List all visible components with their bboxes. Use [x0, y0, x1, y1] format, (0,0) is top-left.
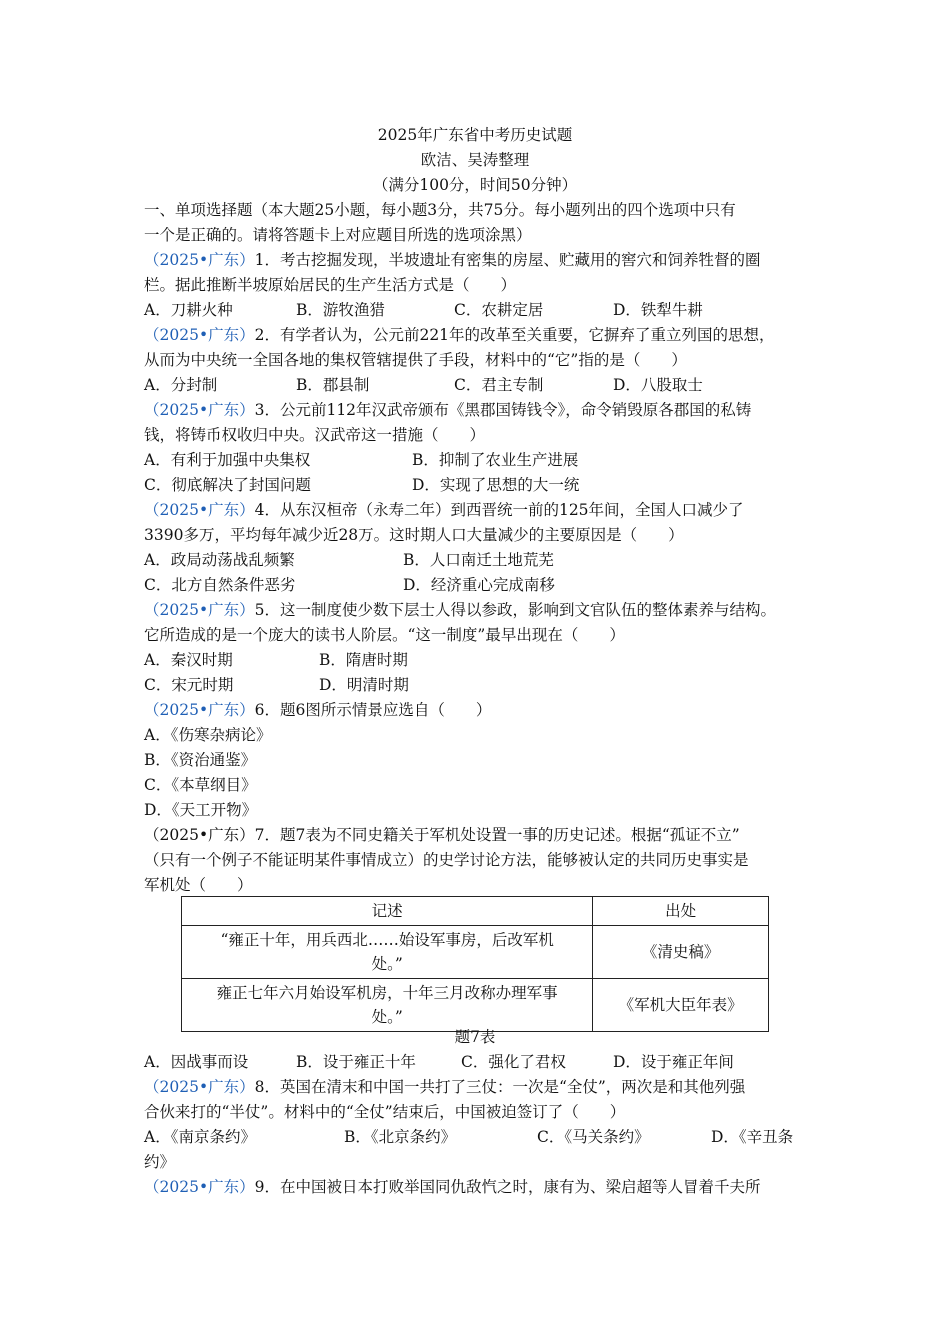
- question-3-option-a: A．有利于加强中央集权: [144, 451, 311, 469]
- question-3-tag: （2025•广东）: [144, 401, 255, 419]
- question-6-option-b: B．《资治通鉴》: [144, 751, 257, 769]
- question-9-line1: [144, 1176, 760, 1198]
- question-2-option-c: C．君主专制: [454, 376, 544, 394]
- question-5-option-b: B．隋唐时期: [319, 651, 408, 669]
- question-7-line3: 军机处（ ）: [144, 876, 253, 894]
- question-8-option-d-wrap: 约》: [144, 1153, 176, 1171]
- section-heading-line2: 一个是正确的。请将答题卡上对应题目所选的选项涂黑）: [144, 226, 532, 244]
- question-4-tag: （2025•广东）: [144, 501, 255, 519]
- question-4-option-b: B．人口南迁土地荒芜: [403, 551, 554, 569]
- table-header-record: 记述: [182, 897, 593, 926]
- question-1-line2: 栏。据此推断半坡原始居民的生产生活方式是（ ）: [144, 276, 517, 294]
- question-3-line1: [144, 399, 751, 421]
- question-4-line1: [144, 499, 744, 521]
- question-2-tag: （2025•广东）: [144, 326, 255, 344]
- table-row: [182, 979, 769, 1032]
- question-4-option-c: C．北方自然条件恶劣: [144, 576, 296, 594]
- question-4-line2: 3390多万，平均每年减少近28万。这时期人口大量减少的主要原因是（ ）: [144, 526, 684, 544]
- question-7-text: 7．题7表为不同史籍关于军机处设置一事的历史记述。根据“孤证不立”: [254, 826, 740, 844]
- question-6-line1: [144, 699, 491, 721]
- question-3-option-d: D．实现了思想的大一统: [412, 476, 580, 494]
- question-1-tag: （2025•广东）: [144, 251, 255, 269]
- table-row: [182, 926, 769, 979]
- question-8-text: 8．英国在清末和中国一共打了三仗：一次是“全仗”，两次是和其他列强: [254, 1078, 746, 1096]
- question-5-text: 5．这一制度使少数下层士人得以参政，影响到文官队伍的整体素养与结构。: [254, 601, 776, 619]
- question-2-option-b: B．郡县制: [296, 376, 370, 394]
- question-5-tag: （2025•广东）: [144, 601, 255, 619]
- question-1-option-b: B．游牧渔猎: [296, 301, 385, 319]
- question-6-text: 6．题6图所示情景应选自（ ）: [254, 701, 492, 719]
- question-8-option-b: B．《北京条约》: [344, 1128, 457, 1146]
- question-7-option-a: A．因战事而设: [144, 1053, 249, 1071]
- question-5-option-d: D．明清时期: [319, 676, 409, 694]
- question-3-line2: 钱，将铸币权收归中央。汉武帝这一措施（ ）: [144, 426, 486, 444]
- table-caption: 题7表: [454, 1028, 496, 1046]
- table-cell-source: 《清史稿》: [593, 926, 769, 979]
- question-5-option-c: C．宋元时期: [144, 676, 234, 694]
- question-1-option-c: C．农耕定居: [454, 301, 544, 319]
- table-cell-record: [182, 979, 593, 1032]
- question-7-line1: [144, 824, 740, 846]
- question-2-option-a: A．分封制: [144, 376, 218, 394]
- question-7-tag: （2025•广东）: [144, 826, 255, 844]
- question-6-option-d: D．《天工开物》: [144, 801, 258, 819]
- question-2-text: 2．有学者认为，公元前221年的改革至关重要，它摒弃了重立列国的思想，: [254, 326, 775, 344]
- table-cell-source: 《军机大臣年表》: [593, 979, 769, 1032]
- question-5-line1: [144, 599, 776, 621]
- record-text-line2: 处。”: [371, 1008, 403, 1026]
- question-8-option-c: C．《马关条约》: [537, 1128, 650, 1146]
- record-text-line1: “雍正十年，用兵西北……始设军事房，后改军机: [220, 931, 554, 949]
- question-1-line1: [144, 249, 760, 271]
- question-6-tag: （2025•广东）: [144, 701, 255, 719]
- question-8-line1: [144, 1076, 745, 1098]
- record-text-line1: 雍正七年六月始设军机房，十年三月改称办理军事: [216, 984, 558, 1002]
- question-7-table: [181, 896, 769, 1032]
- question-4-option-a: A．政局动荡战乱频繁: [144, 551, 295, 569]
- table-header-source: 出处: [593, 897, 769, 926]
- question-7-option-b: B．设于雍正十年: [296, 1053, 416, 1071]
- exam-authors: 欧洁、吴涛整理: [420, 151, 530, 169]
- question-4-text: 4．从东汉桓帝（永寿二年）到西晋统一前的125年间，全国人口减少了: [254, 501, 744, 519]
- question-7-option-d: D．设于雍正年间: [613, 1053, 734, 1071]
- exam-title: 2025年广东省中考历史试题: [377, 126, 573, 144]
- question-1-text: 1．考古挖掘发现，半坡遗址有密集的房屋、贮藏用的窖穴和饲养牲督的圈: [254, 251, 761, 269]
- question-3-option-c: C．彻底解决了封国问题: [144, 476, 311, 494]
- question-7-line2: （只有一个例子不能证明某件事情成立）的史学讨论方法，能够被认定的共同历史事实是: [144, 851, 749, 869]
- question-2-line2: 从而为中央统一全国各地的集权管辖提供了手段，材料中的“它”指的是（ ）: [144, 351, 687, 369]
- question-5-line2: 它所造成的是一个庞大的读书人阶层。“这一制度”最早出现在（ ）: [144, 626, 625, 644]
- question-7-option-c: C．强化了君权: [461, 1053, 566, 1071]
- question-6-option-a: A．《伤寒杂病论》: [144, 726, 272, 744]
- question-1-option-d: D．铁犁牛耕: [613, 301, 703, 319]
- question-3-option-b: B．抑制了农业生产进展: [412, 451, 579, 469]
- question-8-option-d: D．《辛丑条: [711, 1128, 794, 1146]
- question-5-option-a: A．秦汉时期: [144, 651, 233, 669]
- question-8-option-a: A．《南京条约》: [144, 1128, 256, 1146]
- question-8-line2: 合伙来打的“半仗”。材料中的“全仗”结束后，中国被迫签订了（ ）: [144, 1103, 626, 1121]
- question-2-line1: [144, 324, 775, 346]
- question-9-text: 9．在中国被日本打败举国同仇敌忾之时，康有为、梁启超等人冒着千夫所: [254, 1178, 761, 1196]
- exam-meta: （满分100分，时间50分钟）: [372, 176, 578, 194]
- question-2-option-d: D．八股取士: [613, 376, 703, 394]
- question-9-tag: （2025•广东）: [144, 1178, 255, 1196]
- record-text-line2: 处。”: [371, 955, 403, 973]
- question-8-tag: （2025•广东）: [144, 1078, 255, 1096]
- question-3-text: 3．公元前112年汉武帝颁布《黑郡国铸钱令》，命令销毁原各郡国的私铸: [254, 401, 752, 419]
- question-6-option-c: C．《本草纲目》: [144, 776, 257, 794]
- section-heading-line1: 一、单项选择题（本大题25小题，每小题3分，共75分。每小题列出的四个选项中只有: [144, 201, 736, 219]
- question-4-option-d: D．经济重心完成南移: [403, 576, 555, 594]
- table-cell-record: [182, 926, 593, 979]
- table-header-row: [182, 897, 769, 926]
- question-1-option-a: A．刀耕火种: [144, 301, 233, 319]
